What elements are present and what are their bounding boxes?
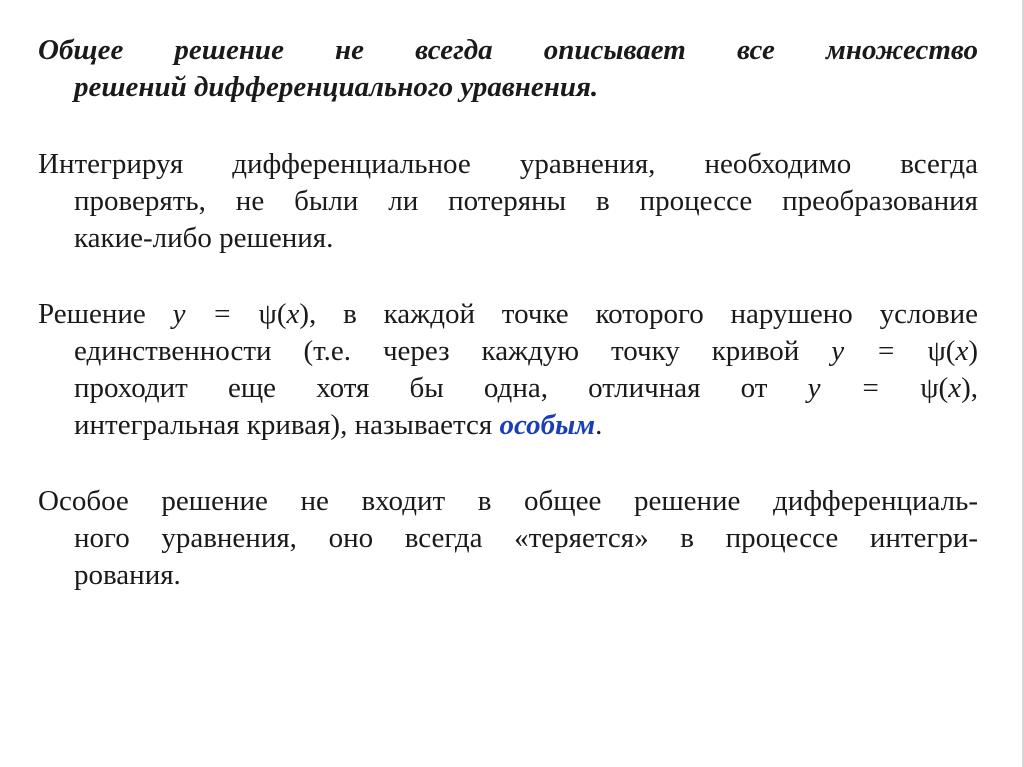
text-line: Особое решение не входит в общее решение дифференциаль- (38, 485, 978, 517)
text-line (38, 333, 978, 370)
text-fragment: , в каждой точке которого нарушено условие (309, 298, 979, 330)
formula-paren: ) (961, 372, 971, 404)
formula-y-psi-x (831, 335, 978, 367)
text-fragment: Решение (38, 298, 146, 330)
text-fragment: интегральная кривая), называется (74, 409, 493, 441)
formula-eq: = (844, 335, 928, 367)
text-line (38, 407, 978, 444)
text-line (38, 370, 978, 407)
formula-paren: ( (938, 372, 949, 404)
formula-var-x: x (286, 298, 300, 330)
formula-eq: = (820, 372, 921, 404)
formula-psi: ψ (258, 298, 277, 330)
paragraph-integration-check (38, 146, 978, 257)
text-line: проверять, не были ли потеряны в процессе преобразования (74, 185, 978, 217)
formula-paren: ( (276, 298, 287, 330)
text-fragment: единственности (т.е. через каждую точку кривой (74, 335, 800, 367)
formula-var-y: y (172, 298, 186, 330)
paragraph-general-solution-note (38, 32, 978, 106)
formula-psi: ψ (920, 372, 939, 404)
term-singular-highlight: особым (499, 409, 596, 441)
text-fragment: , (970, 372, 978, 404)
text-fragment: . (595, 409, 603, 441)
formula-y-psi-x (808, 372, 971, 404)
text-line: какие-либо решения. (74, 222, 334, 254)
formula-psi: ψ (927, 335, 946, 367)
text-line: рования. (74, 559, 181, 591)
text-line (38, 296, 978, 333)
formula-eq: = (185, 298, 259, 330)
text-fragment: проходит еще хотя бы одна, отличная от (74, 372, 768, 404)
formula-paren: ( (945, 335, 956, 367)
text-line: ного уравнения, оно всегда «теряется» в процессе интегри- (74, 522, 978, 554)
text-line: решений дифференциального уравнения. (74, 71, 599, 103)
formula-paren: ) (968, 335, 979, 367)
formula-var-y: y (831, 335, 845, 367)
formula-paren: ) (299, 298, 310, 330)
formula-y-psi-x (173, 298, 309, 330)
paragraph-singular-solution-lost (38, 483, 978, 594)
text-line: Общее решение не всегда описывает все множество (38, 34, 978, 66)
formula-var-x: x (948, 372, 962, 404)
text-line: Интегрируя дифференциальное уравнения, необходимо всегда (38, 148, 978, 180)
formula-var-y: y (807, 372, 821, 404)
paragraph-singular-solution-definition (38, 296, 978, 444)
formula-var-x: x (955, 335, 969, 367)
